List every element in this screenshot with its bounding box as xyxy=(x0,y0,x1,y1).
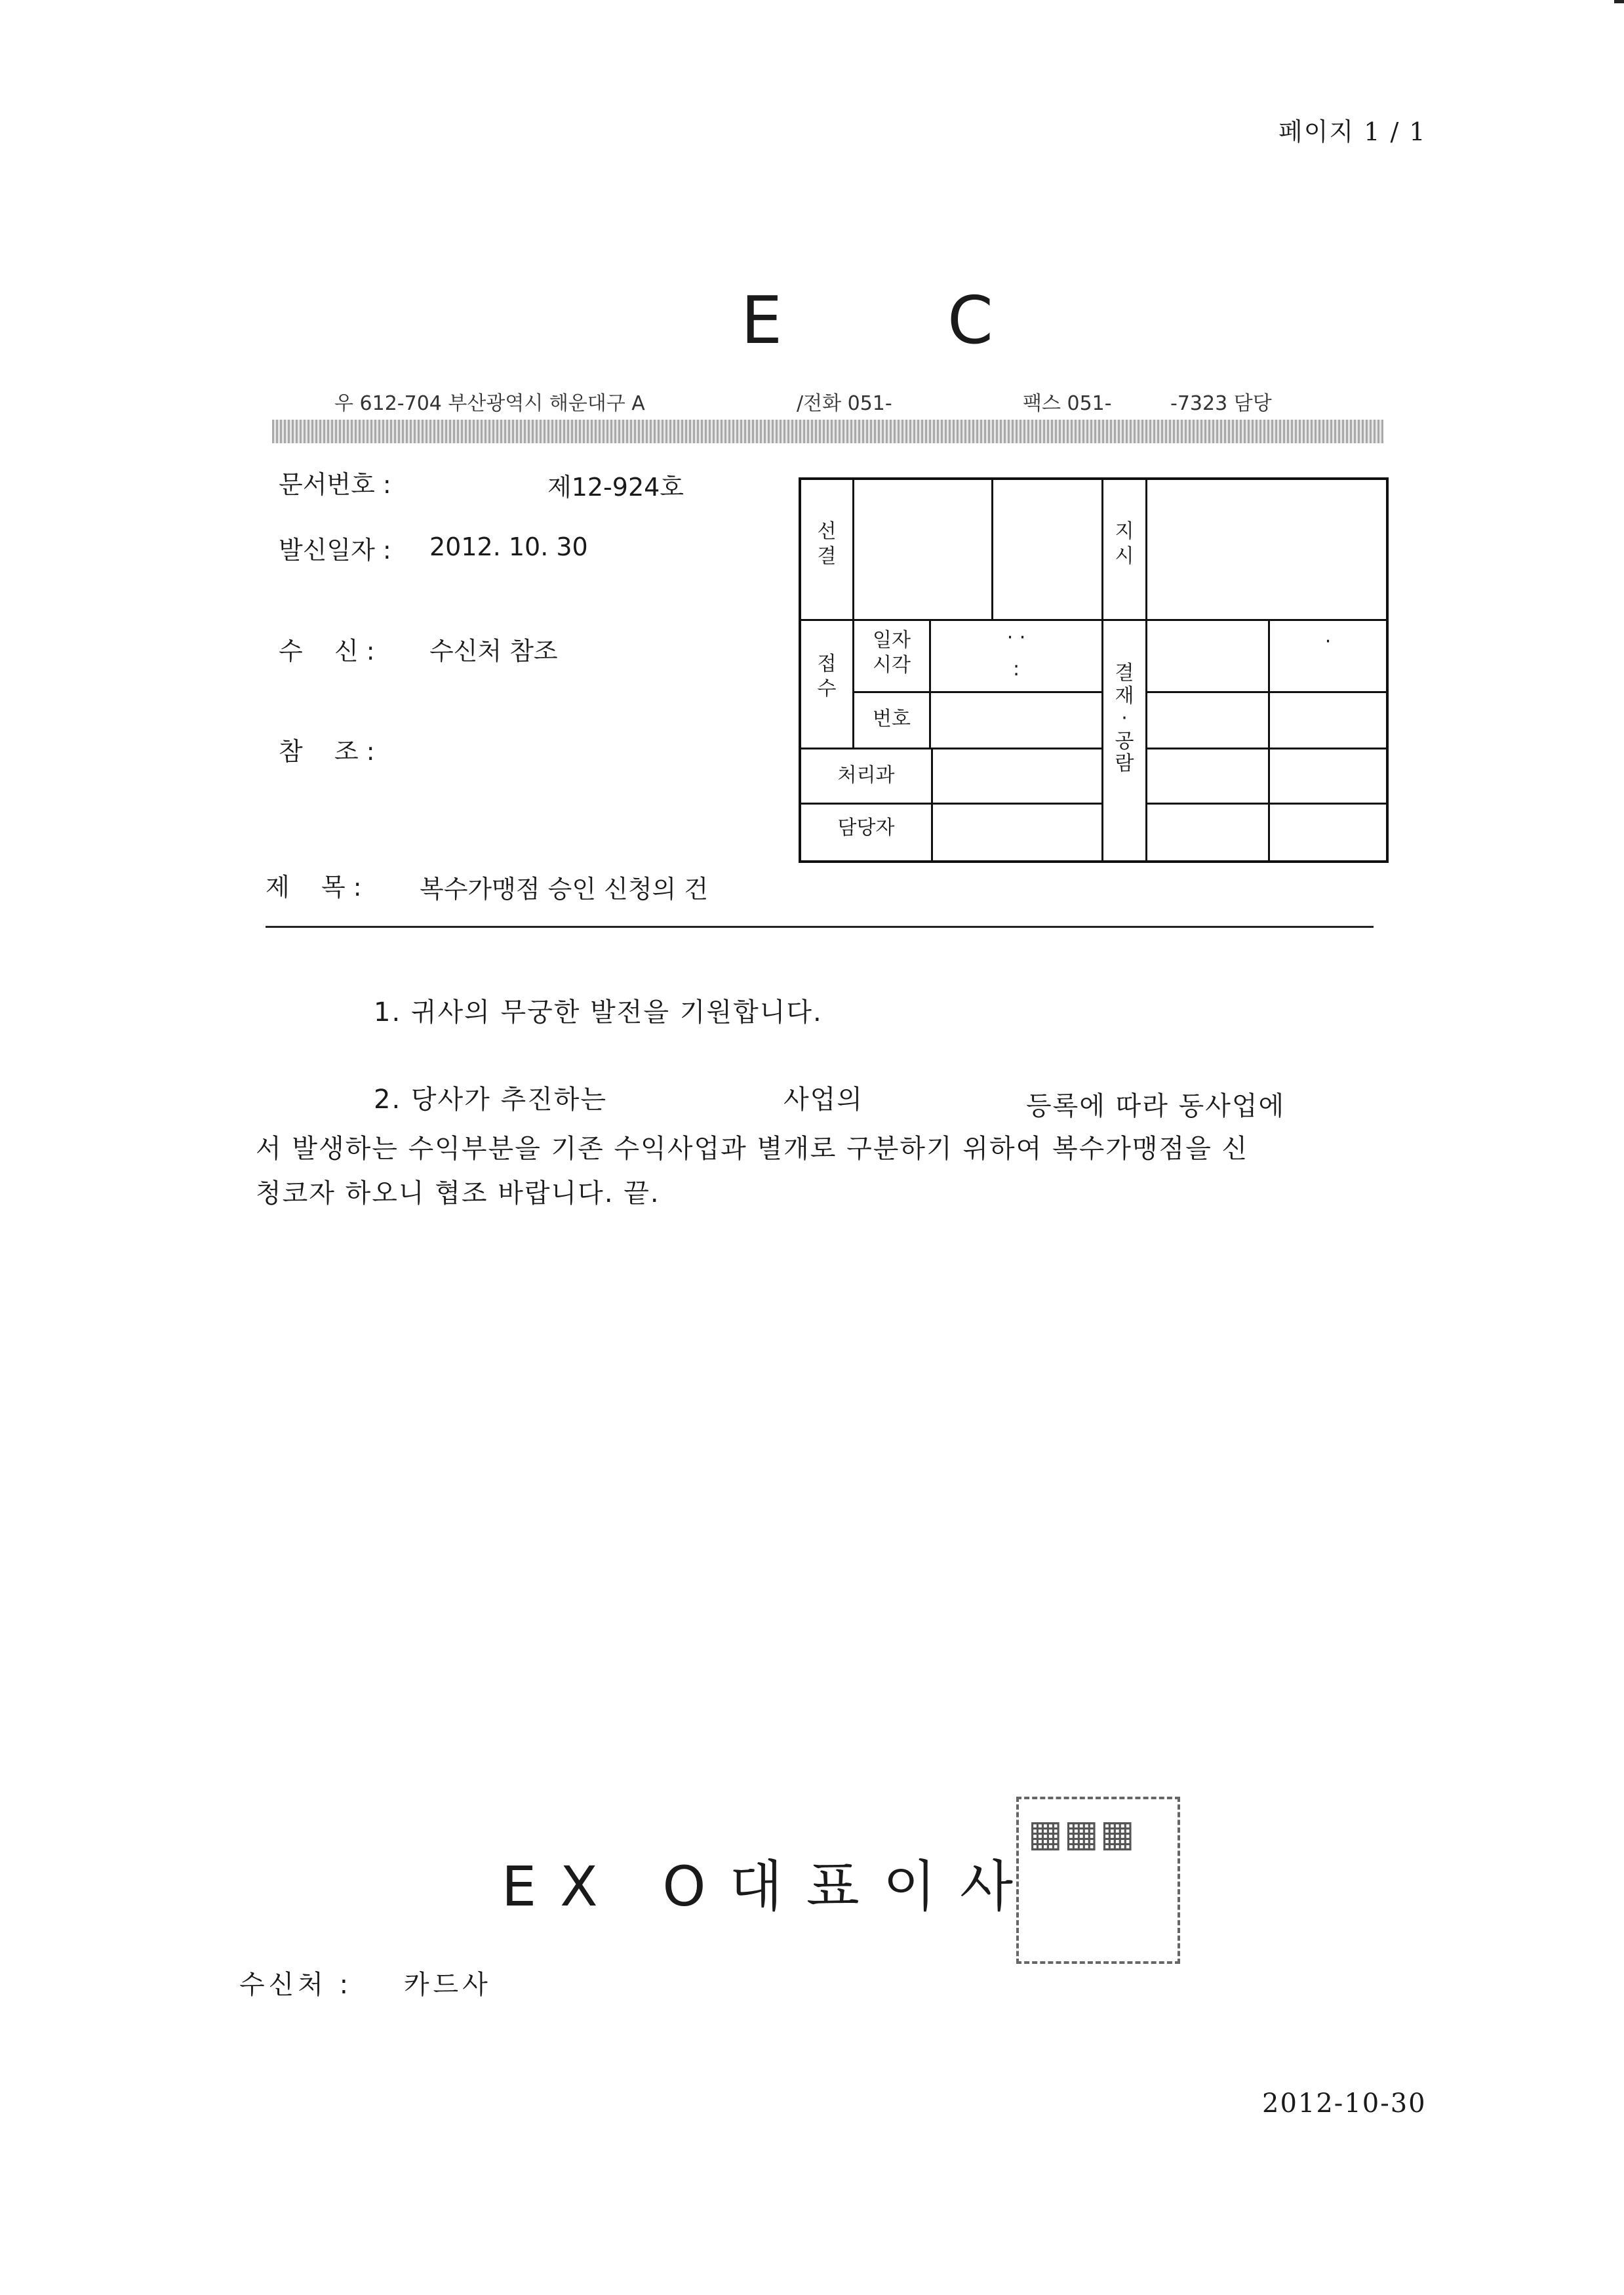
reception-header: 접 수 xyxy=(817,652,837,700)
table-rule xyxy=(1268,619,1270,860)
issue-date-value: 2012. 10. 30 xyxy=(429,532,588,561)
letterhead-address: 우 612-704 부산광역시 해운대구 A xyxy=(334,392,645,415)
body-paragraph-1: 1. 귀사의 무궁한 발전을 기원합니다. xyxy=(374,997,823,1028)
company-logo-text: E C xyxy=(741,282,1065,359)
subject-divider xyxy=(266,926,1374,928)
recipient-value: 수신처 참조 xyxy=(429,637,558,666)
company-seal-stamp xyxy=(1016,1797,1180,1964)
processing-dept-label: 처리과 xyxy=(837,764,895,787)
doc-number-value: 제12-924호 xyxy=(547,473,684,502)
prior-approval-header: 선 결 xyxy=(817,520,837,568)
body-paragraph-2-line-2: 서 발생하는 수익부분을 기존 수익사업과 별개로 구분하기 위하여 복수가맹점을 신 xyxy=(256,1134,1249,1164)
scan-edge-mark xyxy=(1614,0,1624,3)
letterhead-divider xyxy=(272,420,1383,443)
reference-label: 참 조 : xyxy=(279,737,375,766)
table-rule xyxy=(1145,803,1386,805)
body-paragraph-2-continued: 등록에 따라 동사업에 xyxy=(1026,1091,1286,1121)
instruction-header: 지 시 xyxy=(1115,520,1134,568)
footer-date: 2012-10-30 xyxy=(1262,2088,1427,2119)
seal-glyphs: ▦▦▦ xyxy=(1028,1812,1136,1855)
page-number: 페이지 1 / 1 xyxy=(1278,117,1427,146)
date-time-label: 일자 시각 xyxy=(873,629,911,677)
signature-line: EX O대표이사 xyxy=(502,1854,1037,1919)
letterhead-fax-suffix: -7323 담당 xyxy=(1170,392,1272,415)
recipient-label: 수 신 : xyxy=(279,637,375,666)
number-label: 번호 xyxy=(873,708,911,730)
approval-circulation-header: 결 재 · 공 람 xyxy=(1115,662,1134,775)
table-rule xyxy=(801,803,1101,805)
recipient-list xyxy=(239,1964,492,2001)
person-in-charge-label: 담당자 xyxy=(837,816,895,839)
decision-mark: · xyxy=(1324,630,1332,653)
table-rule xyxy=(1145,480,1147,860)
issue-date-label: 발신일자 : xyxy=(279,536,391,565)
letterhead-fax: 팩스 051- xyxy=(1023,392,1112,415)
table-rule xyxy=(852,691,1101,693)
table-rule xyxy=(801,619,1386,621)
table-rule xyxy=(931,748,933,860)
date-marks: · · xyxy=(1006,626,1026,649)
table-rule xyxy=(1145,748,1386,749)
body-paragraph-2-line-3: 청코자 하오니 협조 바랍니다. 끝. xyxy=(256,1178,660,1208)
body-paragraph-2-project: 사업의 xyxy=(783,1085,863,1115)
recipient-list-label: 수신처 : xyxy=(239,1970,353,2000)
doc-number-label: 문서번호 : xyxy=(279,470,391,499)
subject-value: 복수가맹점 승인 신청의 건 xyxy=(420,875,709,904)
table-rule xyxy=(991,480,993,619)
table-rule xyxy=(801,748,1101,749)
body-paragraph-2-start: 2. 당사가 추진하는 xyxy=(374,1085,608,1115)
table-rule xyxy=(1145,691,1386,693)
letterhead-phone: /전화 051- xyxy=(797,392,892,415)
subject-label: 제 목 : xyxy=(266,873,362,902)
recipient-list-value: 카드사 xyxy=(403,1970,492,2000)
time-marks: : xyxy=(1012,658,1020,681)
approval-table xyxy=(799,477,1389,863)
